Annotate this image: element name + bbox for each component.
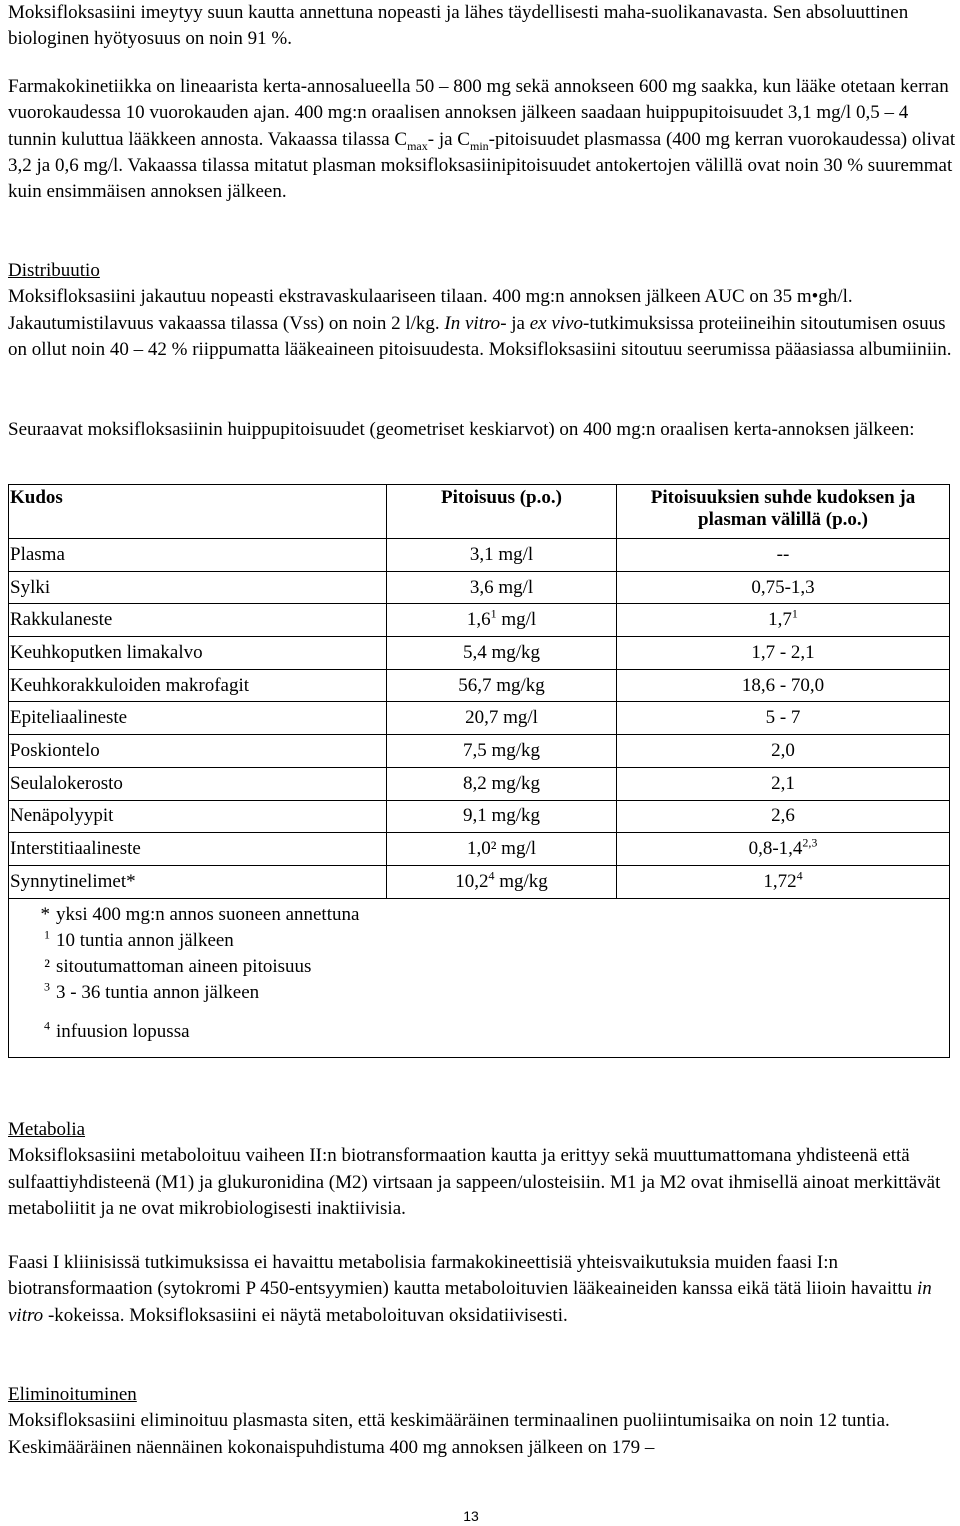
footnote-marker <box>9 928 56 954</box>
distribution-text-c: -tutkimuksissa proteiineihin sitoutumisen osuus on ollut noin 40 – 42 % riippumatta lääkeaineen pitoisuudesta. Moksifloksasiini sitoutuu seerumissa pääasiassa albumiiniin. <box>8 312 952 360</box>
tissue-cell: Rakkulaneste <box>9 604 387 637</box>
concentration-value: 3,6 mg/l <box>469 576 534 598</box>
footnote-marker <box>9 980 56 1006</box>
concentration-cell <box>387 539 617 572</box>
table-row <box>9 702 950 735</box>
ratio-cell <box>617 702 950 735</box>
concentration-cell <box>387 767 617 800</box>
footnote-marker <box>9 902 56 928</box>
footnote <box>9 902 949 928</box>
table-row <box>9 669 950 702</box>
distribution-heading: Distribuutio <box>8 260 100 281</box>
header-tissue: Kudos <box>9 485 387 539</box>
concentration-value: 20,7 mg/l <box>465 707 538 729</box>
table-row <box>9 767 950 800</box>
concentration-value: 1,6 <box>466 609 491 631</box>
footnote <box>9 928 949 954</box>
footnotes-row <box>9 898 950 1057</box>
table-row <box>9 833 950 866</box>
tissue-cell: Poskiontelo <box>9 735 387 768</box>
concentration-value: 10,2 <box>455 870 489 892</box>
ratio-footnote-mark: 4 <box>796 868 803 883</box>
tissue-cell: Keuhkoputken limakalvo <box>9 637 387 670</box>
table-row <box>9 865 950 898</box>
ratio-value: -- <box>776 543 790 565</box>
cmax-subscript: max <box>407 138 428 153</box>
distribution-italic-2: ex vivo <box>529 312 583 334</box>
ratio-value: 18,6 - 70,0 <box>741 674 825 696</box>
footnote-marker <box>9 1019 56 1045</box>
concentration-value: 1,0² mg/l <box>466 838 537 860</box>
metabolism-text-b: -kokeissa. Moksifloksasiini ei näytä metaboloituvan oksidatiivisesti. <box>43 1304 568 1326</box>
ratio-value: 2,1 <box>771 772 795 794</box>
ratio-value: 2,0 <box>771 739 795 761</box>
ratio-footnote-mark: 1 <box>791 606 798 621</box>
tissue-cell: Sylki <box>9 571 387 604</box>
tissue-cell: Nenäpolyypit <box>9 800 387 833</box>
concentration-footnote-mark: 4 <box>488 868 495 883</box>
footnote-marker-text: ² <box>44 956 50 978</box>
metabolism-italic: in vitro <box>8 1278 932 1326</box>
concentration-value: 5,4 mg/kg <box>462 641 541 663</box>
concentration-table <box>8 484 950 1058</box>
page-number: 13 <box>463 1508 479 1524</box>
concentration-unit: mg/kg <box>494 870 548 892</box>
ratio-cell <box>617 604 950 637</box>
ratio-cell <box>617 571 950 604</box>
ratio-value: 5 - 7 <box>765 707 801 729</box>
ratio-cell <box>617 539 950 572</box>
footnote <box>9 954 949 980</box>
ratio-cell <box>617 800 950 833</box>
table-row <box>9 735 950 768</box>
concentration-footnote-mark: 1 <box>490 606 497 621</box>
tissue-cell: Plasma <box>9 539 387 572</box>
concentration-cell <box>387 604 617 637</box>
tissue-cell: Keuhkorakkuloiden makrofagit <box>9 669 387 702</box>
ratio-cell <box>617 669 950 702</box>
concentration-value: 3,1 mg/l <box>469 543 534 565</box>
footnotes-cell <box>9 898 950 1057</box>
distribution-text-b: - ja <box>500 312 530 334</box>
footnote-marker-text: 4 <box>44 1018 50 1033</box>
tissue-cell: Epiteliaalineste <box>9 702 387 735</box>
concentration-value: 8,2 mg/kg <box>462 772 541 794</box>
ratio-value: 1,7 <box>768 609 792 631</box>
elimination-section <box>8 1382 956 1461</box>
footnote-marker-text: 1 <box>44 927 50 942</box>
concentration-cell <box>387 571 617 604</box>
footnote-text: sitoutumattoman aineen pitoisuus <box>56 956 312 978</box>
tissue-cell: Synnytinelimet* <box>9 865 387 898</box>
footnote <box>9 1019 949 1045</box>
metabolism-heading: Metabolia <box>8 1119 86 1140</box>
concentration-cell <box>387 735 617 768</box>
ratio-value: 1,72 <box>763 870 797 892</box>
footnote-text: 3 - 36 tuntia annon jälkeen <box>56 982 260 1004</box>
ratio-value: 0,8-1,4 <box>748 838 803 860</box>
pk-text-b: - ja C <box>427 128 470 150</box>
concentration-value: 9,1 mg/kg <box>462 805 541 827</box>
concentration-cell <box>387 637 617 670</box>
tissue-cell: Interstitiaalineste <box>9 833 387 866</box>
table-row <box>9 800 950 833</box>
tissue-cell: Seulalokerosto <box>9 767 387 800</box>
footnote-marker-text: 3 <box>44 980 50 995</box>
footnote-text: 10 tuntia annon jälkeen <box>56 929 234 951</box>
ratio-value: 1,7 - 2,1 <box>751 641 815 663</box>
header-ratio: Pitoisuuksien suhde kudoksen ja plasman välillä (p.o.) <box>617 485 950 539</box>
concentration-cell <box>387 702 617 735</box>
ratio-cell <box>617 735 950 768</box>
footnote-marker <box>9 954 56 980</box>
ratio-value: 0,75-1,3 <box>751 576 815 598</box>
cmin-subscript: min <box>469 138 489 153</box>
ratio-value: 2,6 <box>771 805 795 827</box>
distribution-section <box>8 258 956 363</box>
table-row <box>9 571 950 604</box>
metabolism-text-a: Faasi I kliinisissä tutkimuksissa ei havaittu metabolisia farmakokineettisiä yhteisvaikutuksia muiden faasi I:n biotransformaation (sytokromi P 450-entsyymien) kautta metaboloituvien lääkeaineiden kanssa eikä tätä liioin havaittu <box>8 1252 917 1300</box>
footnote-text: yksi 400 mg:n annos suoneen annettuna <box>56 903 360 925</box>
footnote-text: infuusion lopussa <box>56 1020 190 1042</box>
concentration-unit: mg/l <box>496 609 537 631</box>
footnote-marker-text: * <box>40 903 50 925</box>
concentration-cell <box>387 833 617 866</box>
table-intro-paragraph: Seuraavat moksifloksasiinin huippupitoisuudet (geometriset keskiarvot) on 400 mg:n oraalisen kerta-annoksen jälkeen: <box>8 419 915 440</box>
footnote <box>9 980 949 1006</box>
pharmacokinetics-paragraph <box>8 74 956 205</box>
header-concentration: Pitoisuus (p.o.) <box>387 485 617 539</box>
concentration-value: 7,5 mg/kg <box>462 739 541 761</box>
ratio-cell <box>617 833 950 866</box>
table-row <box>9 604 950 637</box>
table-header-row <box>9 485 950 539</box>
pk-text-c: -pitoisuudet plasmassa (400 mg kerran vuorokaudessa) olivat 3,2 ja 0,6 mg/l. Vakaassa tilassa mitatut plasman moksifloksasiinipitoisuudet antokertojen välillä ovat noin 30 % suuremmat kuin ensimmäisen annoksen jälkeen. <box>8 128 956 203</box>
ratio-footnote-mark: 2,3 <box>802 835 818 850</box>
elimination-heading: Eliminoituminen <box>8 1384 137 1405</box>
pk-text-a: Farmakokinetiikka on lineaarista kerta-annosalueella 50 – 800 mg sekä annokseen 600 mg saakka, kun lääke otetaan kerran vuorokaudessa 10 vuorokauden ajan. 400 mg:n oraalisen annoksen jälkeen saadaan huippupitoisuudet 3,1 mg/l 0,5 – 4 tunnin kuluttua lääkkeen annosta. Vakaassa tilassa C <box>8 76 949 150</box>
table-row <box>9 637 950 670</box>
ratio-cell <box>617 767 950 800</box>
intro-paragraph: Moksifloksasiini imeytyy suun kautta annettuna nopeasti ja lähes täydellisesti maha-suolikanavasta. Sen absoluuttinen biologinen hyötyosuus on noin 91 %. <box>8 2 909 50</box>
concentration-cell <box>387 669 617 702</box>
ratio-cell <box>617 865 950 898</box>
concentration-value: 56,7 mg/kg <box>458 674 545 696</box>
metabolism-paragraph-2 <box>8 1250 956 1329</box>
metabolism-section <box>8 1117 956 1222</box>
table-body <box>9 539 950 1058</box>
concentration-cell <box>387 865 617 898</box>
ratio-cell <box>617 637 950 670</box>
elimination-text: Moksifloksasiini eliminoituu plasmasta siten, että keskimääräinen terminaalinen puoliintumisaika on noin 12 tuntia. Keskimääräinen näennäinen kokonaispuhdistuma 400 mg annoksen jälkeen on 179 – <box>8 1410 890 1458</box>
distribution-text-a: Moksifloksasiini jakautuu nopeasti ekstravaskulaariseen tilaan. 400 mg:n annoksen jälkeen AUC on 35 m•gh/l. Jakautumistilavuus vakaassa tilassa (Vss) on noin 2 l/kg. <box>8 286 853 334</box>
distribution-italic-1: In vitro <box>444 312 501 334</box>
table-row <box>9 539 950 572</box>
concentration-cell <box>387 800 617 833</box>
metabolism-paragraph-1: Moksifloksasiini metaboloituu vaiheen II:n biotransformaation kautta ja erittyy sekä muuttumattomana yhdisteenä että sulfaattiyhdisteenä (M1) ja glukuronidina (M2) virtsaan ja sappeen/ulosteisiin. M1 ja M2 ovat ihmisellä ainoat merkittävät metaboliitit ja ne ovat mikrobiologisesti inaktiivisia. <box>8 1145 941 1219</box>
